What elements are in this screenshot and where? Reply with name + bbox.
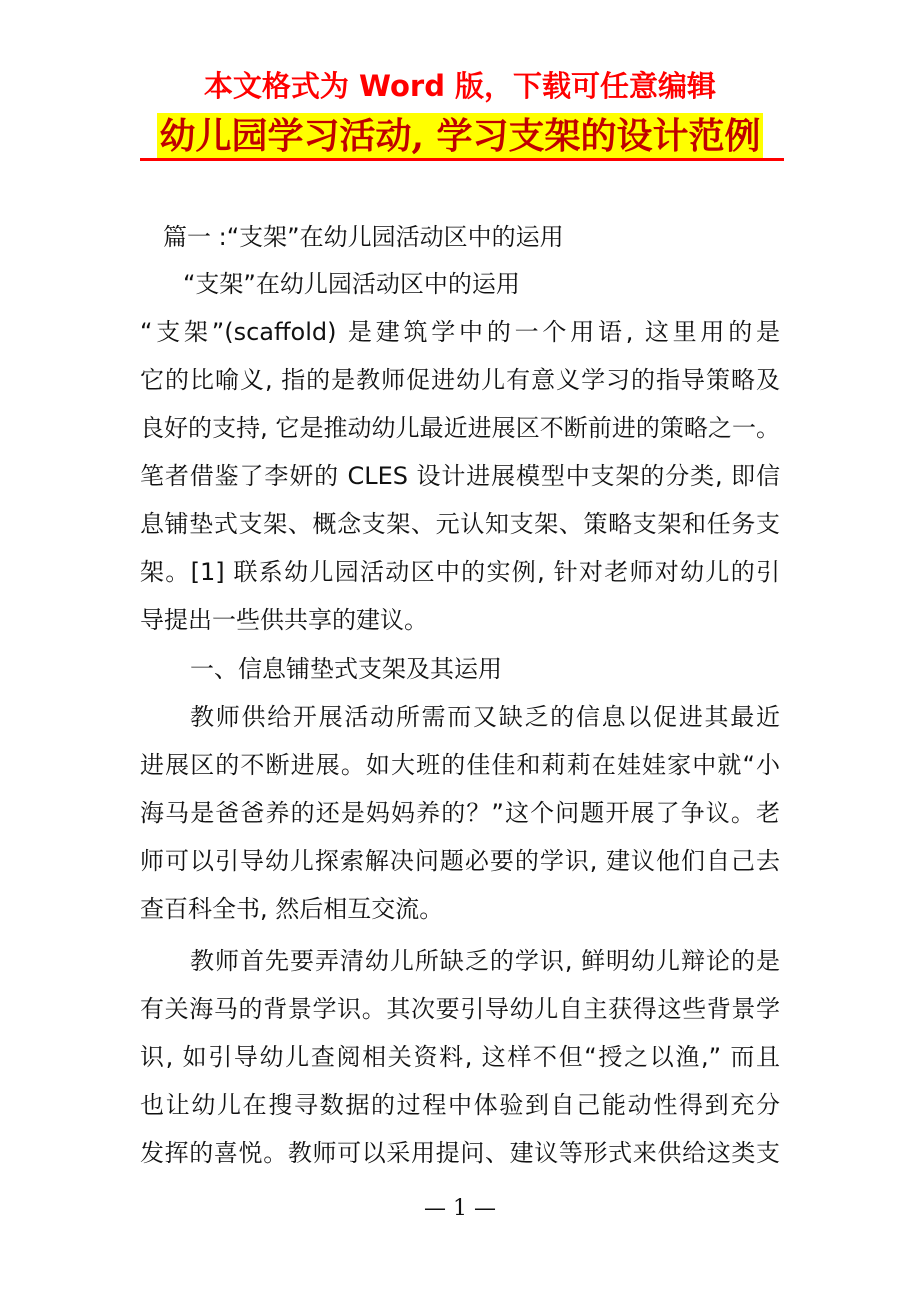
subheading: “支架”在幼儿园活动区中的运用 [183,270,520,298]
paragraph-line: 也让幼儿在搜寻数据的过程中体验到自己能动性得到充分 [140,1091,780,1119]
paragraph-line: 导提出一些供共享的建议。 [140,606,428,634]
paragraph-line: 息铺垫式支架、概念支架、元认知支架、策略支架和任务支 [140,510,780,538]
paragraph-line: 识, 如引导幼儿查阅相关资料, 这样不但“授之以渔,” 而且 [140,1043,780,1071]
download-notice: 本文格式为 Word 版，下载可任意编辑 [203,69,717,103]
paragraph-line: 师可以引导幼儿探索解决问题必要的学识, 建议他们自己去 [140,847,780,875]
section-subheading: 一、信息铺垫式支架及其运用 [190,655,502,683]
paragraph-line: 教师供给开展活动所需而又缺乏的信息以促进其最近 [190,703,780,731]
paragraph-line: 架。[1] 联系幼儿园活动区中的实例, 针对老师对幼儿的引 [140,558,780,586]
section-heading: 篇一 :“支架”在幼儿园活动区中的运用 [163,223,564,251]
paragraph-line: 查百科全书, 然后相互交流。 [140,895,444,923]
title-divider [140,158,784,161]
document-title: 幼儿园学习活动, 学习支架的设计范例 [159,115,761,157]
paragraph-line: 它的比喻义, 指的是教师促进幼儿有意义学习的指导策略及 [140,366,780,394]
title-container [0,113,920,159]
paragraph-line: 发挥的喜悦。教师可以采用提问、建议等形式来供给这类支 [140,1139,780,1167]
paragraph-line: “支架”(scaffold) 是建筑学中的一个用语, 这里用的是 [140,318,780,346]
paragraph-line: 进展区的不断进展。如大班的佳佳和莉莉在娃娃家中就“小 [140,751,780,779]
paragraph-line: 教师首先要弄清幼儿所缺乏的学识, 鲜明幼儿辩论的是 [190,947,780,975]
page-number: — 1 — [424,1196,496,1221]
paragraph-line: 良好的支持, 它是推动幼儿最近进展区不断前进的策略之一。 [140,414,780,442]
paragraph-line: 海马是爸爸养的还是妈妈养的？”这个问题开展了争议。老 [140,799,780,827]
paragraph-line: 笔者借鉴了李妍的 CLES 设计进展模型中支架的分类, 即信 [140,462,780,490]
paragraph-line: 有关海马的背景学识。其次要引导幼儿自主获得这些背景学 [140,995,780,1023]
